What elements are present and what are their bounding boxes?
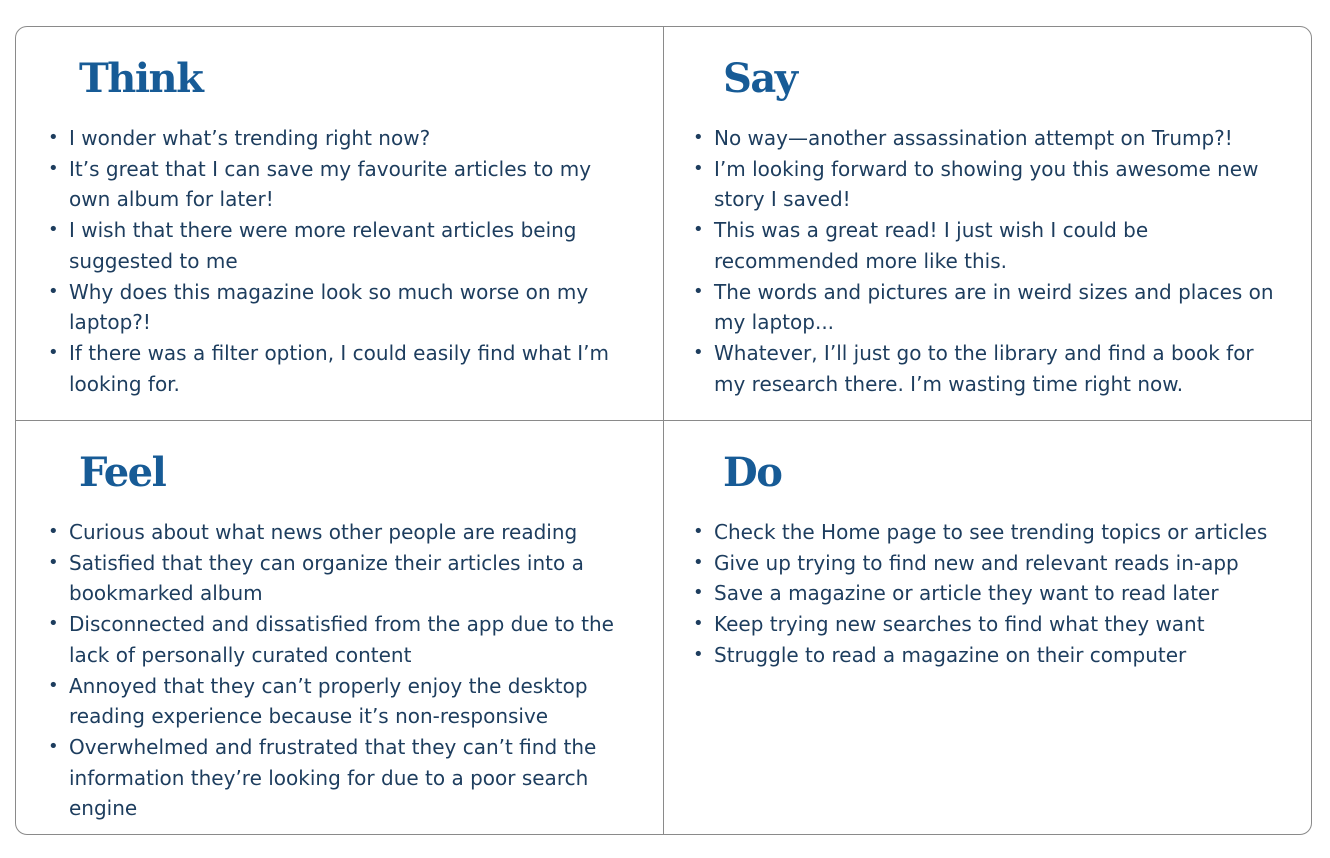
bullet-icon: • [48,521,59,542]
list-item: • Why does this magazine look so much worse on my laptop?! [69,277,629,338]
bullet-icon: • [48,551,59,573]
bullet-icon: • [693,643,704,665]
say-list [664,123,1284,399]
list-item: • The words and pictures are in weird sizes and places on my laptop... [714,277,1284,338]
bullet-icon: • [48,341,59,363]
list-item: • Keep trying new searches to find what they want [714,609,1284,640]
bullet-icon: • [48,280,59,302]
bullet-icon: • [48,613,59,635]
say-title: Say [723,55,797,102]
bullet-icon: • [48,735,59,757]
list-item: • Overwhelmed and frustrated that they can’t find the information they’re looking for due to a poor search engine [69,732,629,824]
list-item: • This was a great read! I just wish I could be recommended more like this. [714,215,1284,276]
bullet-icon: • [693,341,704,363]
list-item: • Save a magazine or article they want to read later [714,578,1284,609]
do-title: Do [723,449,782,496]
bullet-icon: • [693,127,704,148]
bullet-icon: • [693,551,704,573]
list-item: • Check the Home page to see trending topics or articles [714,517,1284,548]
list-item: • I’m looking forward to showing you this awesome new story I saved! [714,154,1284,215]
do-quadrant [664,421,1312,835]
bullet-icon: • [48,157,59,179]
bullet-icon: • [48,219,59,241]
list-item: • Give up trying to find new and relevant reads in-app [714,548,1284,579]
empathy-map [15,26,1312,835]
bullet-icon: • [693,582,704,604]
list-item: • If there was a filter option, I could easily find what I’m looking for. [69,338,629,399]
bullet-icon: • [693,157,704,179]
feel-quadrant [16,421,664,835]
bullet-icon: • [693,613,704,635]
bullet-icon: • [48,127,59,148]
list-item: • Whatever, I’ll just go to the library and find a book for my research there. I’m wasting time right now. [714,338,1284,399]
bullet-icon: • [693,521,704,542]
feel-title: Feel [79,449,166,496]
bullet-icon: • [693,280,704,302]
think-title: Think [79,55,203,102]
list-item: • Disconnected and dissatisfied from the app due to the lack of personally curated content [69,609,629,670]
think-list [16,123,629,399]
list-item: • I wish that there were more relevant articles being suggested to me [69,215,629,276]
feel-list [16,517,629,824]
list-item: • I wonder what’s trending right now? [69,123,629,154]
think-quadrant [16,27,664,421]
say-quadrant [664,27,1312,421]
list-item: • Struggle to read a magazine on their computer [714,640,1284,671]
list-item: • No way—another assassination attempt on Trump?! [714,123,1284,154]
list-item: • It’s great that I can save my favourite articles to my own album for later! [69,154,629,215]
list-item: • Curious about what news other people are reading [69,517,629,548]
list-item: • Annoyed that they can’t properly enjoy the desktop reading experience because it’s non-responsive [69,671,629,732]
bullet-icon: • [693,219,704,241]
list-item: • Satisfied that they can organize their articles into a bookmarked album [69,548,629,609]
do-list [664,517,1284,671]
bullet-icon: • [48,674,59,696]
